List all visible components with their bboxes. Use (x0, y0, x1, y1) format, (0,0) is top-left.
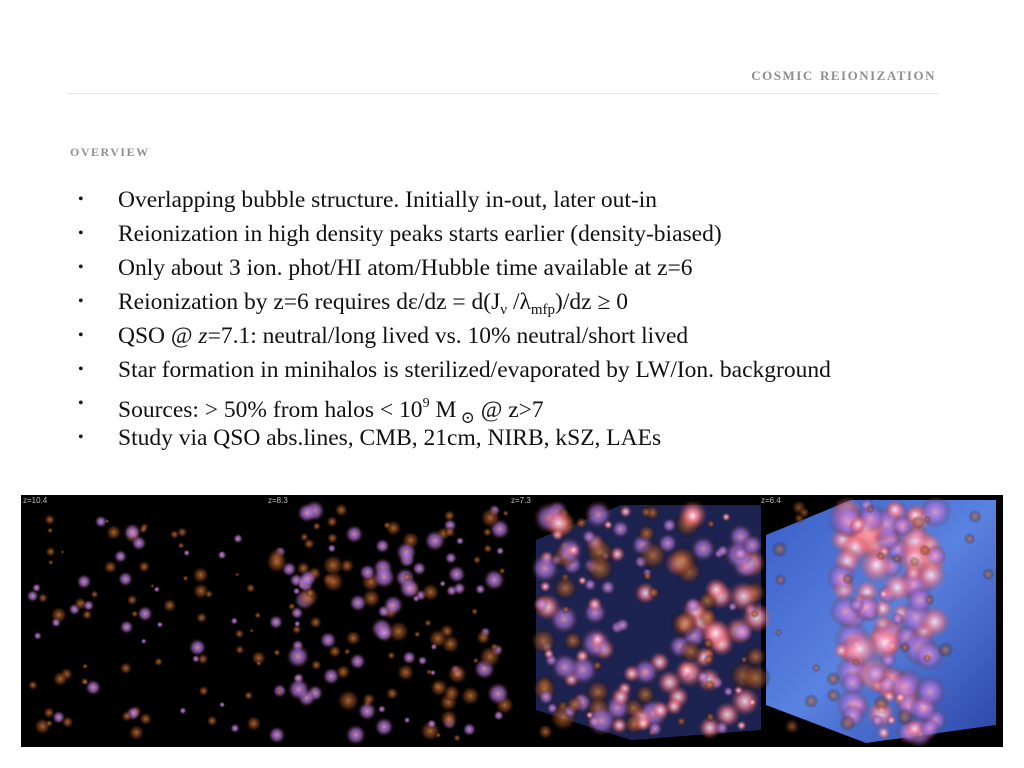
ionized-bubble (784, 718, 800, 734)
bullet-text-part: @ z>7 (474, 397, 544, 423)
ionized-bubble (114, 550, 127, 563)
bullet-icon: • (78, 361, 84, 378)
ionized-bubble (345, 525, 363, 543)
ionized-bubble (326, 516, 338, 528)
subscript-nu: ν (500, 302, 508, 318)
ionized-bubble (679, 639, 703, 663)
ionized-bubble (246, 716, 262, 732)
ionized-bubble (288, 602, 296, 610)
ionized-bubble (866, 505, 874, 513)
ionized-bubble (81, 677, 89, 685)
slide-header-title: cosmic reionization (751, 64, 936, 85)
bullet-item (78, 421, 998, 455)
ionized-bubble (894, 692, 906, 704)
bullet-icon: • (78, 395, 84, 412)
simulation-image-strip (21, 495, 1003, 747)
ionized-bubble (909, 556, 920, 567)
bullet-text-part: =7.1: neutral/long lived vs. 10% neutral/short lived (207, 323, 689, 349)
ionized-bubble (83, 600, 94, 611)
ionized-bubble (128, 724, 144, 740)
ionized-bubble (218, 551, 227, 560)
ionized-bubble (311, 659, 322, 670)
ionized-bubble (849, 597, 865, 613)
ionized-bubble (723, 686, 733, 696)
ionized-bubble (196, 612, 208, 624)
bullet-item (78, 353, 998, 387)
ionized-bubble (402, 651, 416, 665)
ionized-bubble (48, 560, 54, 566)
ionized-bubble (544, 648, 555, 659)
ionized-bubble (334, 503, 348, 517)
ionized-bubble (345, 630, 361, 646)
ionized-bubble (182, 575, 188, 581)
ionized-bubble (288, 678, 311, 701)
ionized-bubble (250, 629, 254, 633)
ionized-bubble (82, 663, 88, 669)
ionized-bubble (120, 620, 134, 634)
ionized-bubble (383, 595, 403, 615)
ionized-bubble (61, 716, 74, 729)
ionized-bubble (475, 584, 485, 594)
ionized-bubble (473, 556, 482, 565)
ionized-bubble (119, 662, 132, 675)
ionized-bubble (676, 716, 686, 726)
ionized-bubble (575, 649, 589, 663)
ionized-bubble (378, 705, 386, 713)
bullet-list (78, 183, 998, 455)
ionized-bubble (619, 505, 632, 518)
ionized-bubble (703, 654, 714, 665)
ionized-bubble (322, 570, 345, 593)
ionized-bubble (924, 595, 935, 606)
ionized-bubble (728, 581, 758, 611)
bullet-text-part: M (429, 397, 457, 423)
ionized-bubble (732, 622, 753, 643)
ionized-bubble (842, 573, 853, 584)
ionized-bubble (431, 643, 438, 650)
ionized-bubble (448, 565, 466, 583)
ionized-bubble (235, 645, 245, 655)
ionized-bubble (923, 654, 932, 663)
ionized-bubble (34, 632, 42, 640)
ionized-bubble (375, 539, 390, 554)
ionized-bubble (320, 632, 337, 649)
ionized-bubble (244, 691, 254, 701)
ionized-bubble (412, 562, 426, 576)
ionized-bubble (938, 642, 954, 658)
ionized-bubble (349, 653, 365, 669)
ionized-bubble (540, 581, 551, 592)
panel-label: z=8.3 (268, 496, 288, 505)
bullet-text-part: /λ (507, 289, 531, 315)
ionized-bubble (328, 544, 337, 553)
ionized-bubble (45, 546, 56, 557)
ionized-bubble (77, 574, 92, 589)
ionized-bubble (90, 590, 98, 598)
ionized-bubble (150, 584, 154, 588)
ionized-bubble (373, 566, 396, 589)
ionized-bubble (192, 583, 209, 600)
ionized-bubble (873, 695, 889, 711)
ionized-bubble (473, 657, 479, 663)
ionized-bubble (703, 638, 714, 649)
ionized-bubble (444, 526, 456, 538)
ionized-bubble (418, 656, 427, 665)
ionized-bubble (337, 689, 361, 713)
ionized-bubble (375, 717, 394, 736)
reionization-simulation-image (21, 495, 1003, 747)
ionized-bubble (51, 618, 61, 628)
ionized-bubble (327, 532, 339, 544)
section-title: overview (70, 141, 150, 160)
ionized-bubble (52, 671, 68, 687)
ionized-bubble (299, 570, 317, 588)
ionized-bubble (634, 684, 656, 706)
ionized-bubble (775, 629, 782, 636)
bullet-text (118, 323, 688, 349)
ionized-bubble (604, 520, 613, 529)
ionized-bubble (494, 710, 504, 720)
ionized-bubble (487, 682, 510, 705)
ionized-bubble (665, 697, 683, 715)
ionized-bubble (611, 687, 631, 707)
ionized-bubble (154, 657, 163, 666)
ionized-bubble (584, 578, 597, 591)
ionized-bubble (27, 590, 39, 602)
bullet-text: Overlapping bubble structure. Initially in-out, later out-in (118, 187, 658, 213)
ionized-bubble (397, 663, 415, 681)
ionized-bubble (273, 649, 281, 657)
ionized-bubble (919, 545, 931, 557)
bullet-text-part: )/dz ≥ 0 (555, 289, 628, 315)
ionized-bubble (691, 536, 716, 561)
ionized-bubble (503, 510, 509, 516)
ionized-bubble (534, 597, 549, 612)
ionized-bubble (246, 583, 256, 593)
bullet-item (78, 217, 998, 251)
ionized-bubble (478, 645, 501, 668)
ionized-bubble (637, 524, 656, 543)
ionized-bubble (362, 693, 376, 707)
ionized-bubble (346, 725, 367, 746)
ionized-bubble (538, 689, 553, 704)
ionized-bubble (404, 717, 410, 723)
ionized-bubble (446, 585, 457, 596)
ionized-bubble (658, 533, 678, 553)
ionized-bubble (131, 610, 139, 618)
ionized-bubble (189, 639, 207, 657)
ionized-bubble (471, 608, 479, 616)
ionized-bubble (483, 544, 492, 553)
ionized-bubble (121, 710, 133, 722)
ionized-bubble (982, 568, 994, 580)
ionized-bubble (192, 566, 209, 583)
ionized-bubble (429, 678, 448, 697)
panel-label: z=6.4 (761, 496, 781, 505)
ionized-bubble (230, 724, 239, 733)
bullet-text: Reionization in high density peaks starts earlier (density-biased) (118, 221, 722, 247)
bullet-item (78, 251, 998, 285)
italic-z: z (198, 323, 208, 349)
ionized-bubble (476, 630, 491, 645)
ionized-bubble (80, 601, 84, 605)
ionized-bubble (269, 615, 283, 629)
ionized-bubble (154, 586, 160, 592)
ionized-bubble (623, 665, 641, 683)
ionized-bubble (231, 617, 238, 624)
ionized-bubble (704, 679, 715, 690)
bullet-text (118, 289, 628, 318)
ionized-bubble (124, 523, 142, 541)
ionized-bubble (590, 632, 606, 648)
bullet-icon: • (78, 259, 84, 276)
ionized-bubble (235, 572, 239, 576)
bullet-icon: • (78, 327, 84, 344)
bullet-icon: • (78, 225, 84, 242)
bullet-text-part: QSO @ (118, 323, 199, 349)
ionized-bubble (293, 587, 300, 594)
ionized-bubble (717, 545, 729, 557)
ionized-bubble (439, 580, 446, 587)
ionized-bubble (344, 648, 351, 655)
ionized-bubble (826, 688, 840, 702)
ionized-bubble (427, 719, 436, 728)
ionized-bubble (424, 530, 445, 551)
ionized-bubble (426, 669, 432, 675)
ionized-bubble (105, 519, 110, 524)
ionized-bubble (924, 516, 931, 523)
ionized-bubble (804, 694, 818, 708)
ionized-bubble (877, 726, 891, 740)
ionized-bubble (799, 507, 811, 519)
ionized-bubble (305, 588, 316, 599)
ionized-bubble (849, 515, 867, 533)
ionized-bubble (170, 530, 180, 540)
ionized-bubble (705, 578, 728, 601)
ionized-bubble (635, 715, 651, 731)
ionized-bubble (538, 724, 554, 740)
ionized-bubble (286, 645, 310, 669)
ionized-bubble (256, 660, 262, 666)
ionized-bubble (678, 661, 696, 679)
ionized-bubble (219, 702, 225, 708)
bullet-icon: • (78, 293, 84, 310)
ionized-bubble (183, 550, 190, 557)
ionized-bubble (463, 723, 476, 736)
ionized-bubble (852, 658, 860, 666)
bullet-item (78, 319, 998, 353)
ionized-bubble (28, 680, 38, 690)
ionized-bubble (276, 689, 282, 695)
bullet-text: Star formation in minihalos is sterilized/evaporated by LW/Ion. background (118, 357, 831, 383)
ionized-bubble (812, 664, 821, 673)
ionized-bubble (551, 653, 579, 681)
header-divider (68, 93, 938, 94)
ionized-bubble (297, 503, 316, 522)
ionized-bubble (460, 686, 480, 706)
bullet-item (78, 387, 998, 427)
bullet-text: Study via QSO abs.lines, CMB, 21cm, NIRB, kSZ, LAEs (118, 425, 662, 451)
ionized-bubble (254, 612, 261, 619)
bullet-text (118, 396, 544, 427)
ionized-bubble (871, 714, 884, 727)
ionized-bubble (300, 533, 309, 542)
ionized-bubble (435, 732, 441, 738)
ionized-bubble (126, 594, 138, 606)
ionized-bubble (139, 712, 152, 725)
ionized-bubble (439, 709, 458, 728)
ionized-bubble (265, 551, 288, 574)
ionized-bubble (38, 593, 49, 604)
ionized-bubble (137, 606, 153, 622)
ionized-bubble (964, 533, 976, 545)
ionized-bubble (141, 638, 147, 644)
ionized-bubble (741, 663, 771, 693)
bullet-icon: • (78, 429, 84, 446)
ionized-bubble (233, 534, 243, 544)
ionized-bubble (294, 621, 301, 628)
ionized-bubble (683, 506, 703, 526)
ionized-bubble (565, 696, 583, 714)
ionized-bubble (414, 631, 421, 638)
ionized-bubble (403, 573, 412, 582)
ionized-bubble (705, 712, 715, 722)
ionized-bubble (612, 520, 630, 538)
ionized-bubble (47, 527, 54, 534)
solar-mass-icon: ⊙ (456, 408, 475, 427)
ionized-bubble (545, 509, 574, 538)
ionized-bubble (349, 594, 367, 612)
ionized-bubble (198, 686, 209, 697)
ionized-bubble (670, 610, 699, 639)
ionized-bubble (775, 574, 787, 586)
ionized-bubble (443, 510, 455, 522)
ionized-bubble (206, 715, 218, 727)
ionized-bubble (567, 544, 580, 557)
bullet-item (78, 183, 998, 217)
ionized-bubble (445, 552, 457, 564)
panel-label: z=7.3 (511, 496, 531, 505)
ionized-bubble (234, 629, 244, 639)
ionized-bubble (60, 550, 64, 554)
ionized-bubble (138, 560, 151, 573)
ionized-bubble (586, 711, 594, 719)
ionized-bubble (587, 597, 602, 612)
ionized-bubble (611, 717, 628, 734)
ionized-bubble (453, 734, 461, 742)
superscript-9: 9 (422, 396, 430, 411)
ionized-bubble (312, 522, 321, 531)
ionized-bubble (643, 571, 653, 581)
ionized-bubble (103, 560, 117, 574)
ionized-bubble (900, 642, 911, 653)
ionized-bubble (640, 506, 652, 518)
ionized-bubble (396, 542, 417, 563)
ionized-bubble (499, 567, 506, 574)
subscript-mfp: mfp (530, 302, 556, 318)
ionized-bubble (157, 621, 163, 627)
ionized-bubble (383, 521, 391, 529)
ionized-bubble (480, 507, 501, 528)
ionized-bubble (309, 616, 322, 629)
ionized-bubble (751, 610, 759, 618)
ionized-bubble (268, 726, 285, 743)
ionized-bubble (886, 715, 896, 725)
ionized-bubble (179, 707, 186, 714)
ionized-bubble (911, 516, 925, 530)
ionized-bubble (46, 720, 53, 727)
ionized-bubble (741, 534, 763, 556)
ionized-bubble (892, 554, 902, 564)
ionized-bubble (839, 715, 856, 732)
ionized-bubble (722, 513, 731, 522)
ionized-bubble (421, 583, 440, 602)
ionized-bubble (118, 572, 133, 587)
bullet-text: Only about 3 ion. phot/HI atom/Hubble time available at z=6 (118, 255, 693, 281)
ionized-bubble (865, 663, 887, 685)
ionized-bubble (896, 708, 914, 726)
ionized-bubble (456, 537, 464, 545)
bullet-text-part: Sources: > 50% from halos < 10 (118, 397, 423, 423)
ionized-bubble (424, 619, 432, 627)
bullet-item (78, 285, 998, 319)
ionized-bubble (447, 663, 469, 685)
ionized-bubble (876, 552, 885, 561)
ionized-bubble (826, 672, 841, 687)
bullet-text-part: Reionization by z=6 requires dε/dz = d(J (118, 289, 501, 315)
bullet-icon: • (78, 191, 84, 208)
ionized-bubble (914, 676, 946, 708)
ionized-bubble (891, 514, 914, 537)
ionized-bubble (44, 514, 56, 526)
ionized-bubble (106, 524, 122, 540)
panel-label: z=10.4 (23, 496, 48, 505)
ionized-bubble (162, 598, 177, 613)
ionized-bubble (662, 518, 677, 533)
ionized-bubble (707, 520, 716, 529)
ionized-bubble (562, 605, 570, 613)
ionized-bubble (387, 651, 396, 660)
ionized-bubble (968, 510, 981, 523)
ionized-bubble (496, 547, 504, 555)
ionized-bubble (647, 586, 660, 599)
ionized-bubble (178, 542, 185, 549)
ionized-bubble (375, 624, 393, 642)
ionized-bubble (748, 698, 756, 706)
ionized-bubble (335, 664, 351, 680)
ionized-bubble (858, 547, 894, 583)
ionized-bubble (385, 687, 399, 701)
ionized-bubble (616, 618, 630, 632)
ionized-bubble (772, 541, 788, 557)
